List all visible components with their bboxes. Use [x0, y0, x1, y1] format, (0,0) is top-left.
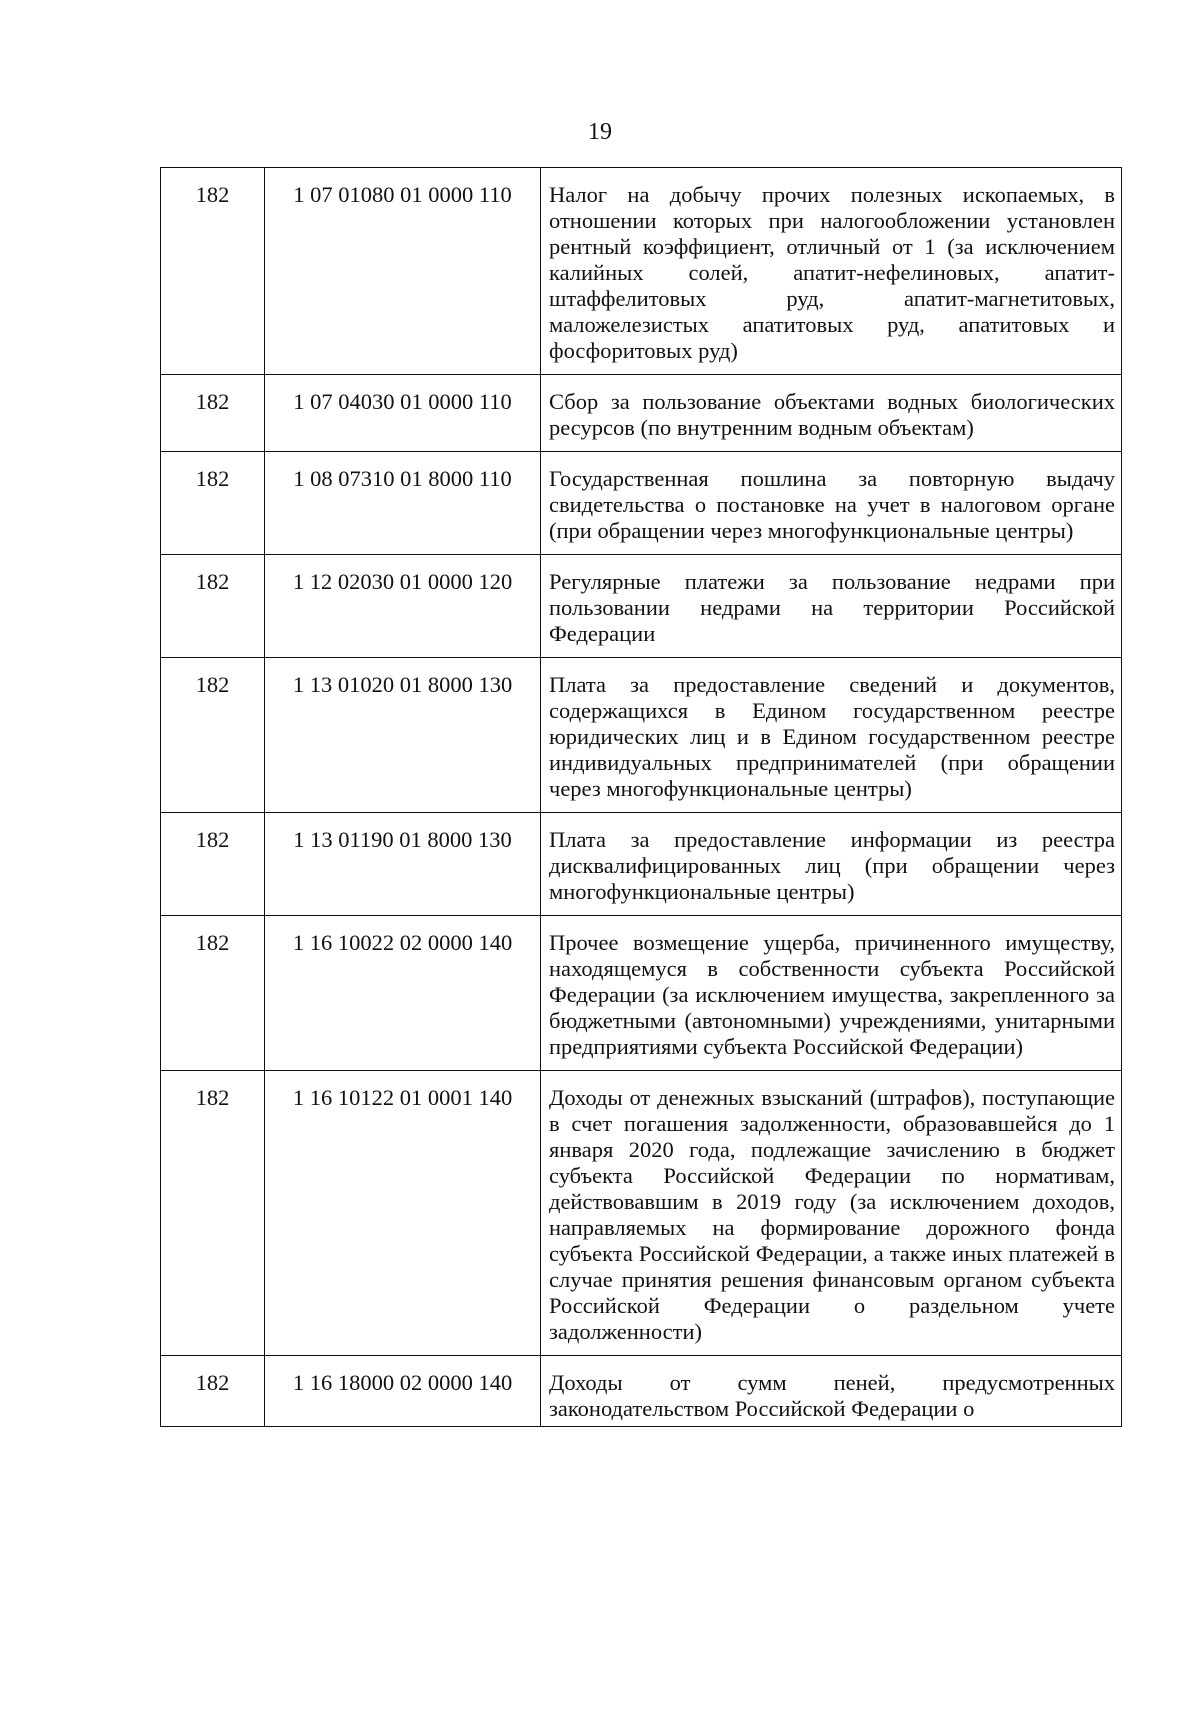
revenue-name-cell: Доходы от денежных взысканий (штрафов), поступающие в счет погашения задолженности, образовавшейся до 1 января 2020 года, подлежащие зачислению в бюджет субъекта Российской Федерации по нормативам, действовавшим в 2019 году (за исключением доходов, направляемых на формирование дорожного фонда субъекта Российской Федерации, а также иных платежей в случае принятия решения финансовым органом субъекта Российской Федерации о раздельном учете задолженности) — [541, 1071, 1122, 1356]
table-row — [161, 375, 1122, 452]
page-number: 19 — [588, 119, 612, 145]
revenue-name-cell: Налог на добычу прочих полезных ископаемых, в отношении которых при налогообложении установлен рентный коэффициент, отличный от 1 (за исключением калийных солей, апатит-нефелиновых, апатит-штаффелитовых руд, апатит-магнетитовых, маложелезистых апатитовых руд, апатитовых и фосфоритовых руд) — [541, 168, 1122, 375]
admin-code-cell: 182 — [161, 813, 265, 916]
revenue-name-cell: Прочее возмещение ущерба, причиненного имуществу, находящемуся в собственности субъекта Российской Федерации (за исключением имущества, закрепленного за бюджетными (автономными) учреждениями, унитарными предприятиями субъекта Российской Федерации) — [541, 916, 1122, 1071]
table-row — [161, 452, 1122, 555]
revenue-code-cell: 1 07 04030 01 0000 110 — [265, 375, 541, 452]
admin-code-cell: 182 — [161, 916, 265, 1071]
revenue-codes-table — [160, 167, 1122, 1427]
table-row — [161, 168, 1122, 375]
revenue-code-cell: 1 16 10122 01 0001 140 — [265, 1071, 541, 1356]
table-row — [161, 813, 1122, 916]
admin-code-cell: 182 — [161, 1071, 265, 1356]
revenue-name-cell: Плата за предоставление сведений и документов, содержащихся в Едином государственном реестре юридических лиц и в Едином государственном реестре индивидуальных предпринимателей (при обращении через многофункциональные центры) — [541, 658, 1122, 813]
revenue-name-cell: Плата за предоставление информации из реестра дисквалифицированных лиц (при обращении через многофункциональные центры) — [541, 813, 1122, 916]
table-row — [161, 916, 1122, 1071]
table-row — [161, 555, 1122, 658]
revenue-name-cell: Государственная пошлина за повторную выдачу свидетельства о постановке на учет в налоговом органе (при обращении через многофункциональные центры) — [541, 452, 1122, 555]
admin-code-cell: 182 — [161, 658, 265, 813]
revenue-code-cell: 1 13 01190 01 8000 130 — [265, 813, 541, 916]
admin-code-cell: 182 — [161, 1356, 265, 1427]
table-row — [161, 1356, 1122, 1427]
table-row — [161, 1071, 1122, 1356]
revenue-name-cell: Сбор за пользование объектами водных биологических ресурсов (по внутренним водным объектам) — [541, 375, 1122, 452]
table-row — [161, 658, 1122, 813]
revenue-code-cell: 1 12 02030 01 0000 120 — [265, 555, 541, 658]
revenue-code-cell: 1 07 01080 01 0000 110 — [265, 168, 541, 375]
admin-code-cell: 182 — [161, 452, 265, 555]
admin-code-cell: 182 — [161, 555, 265, 658]
revenue-code-cell: 1 16 10022 02 0000 140 — [265, 916, 541, 1071]
revenue-name-cell: Регулярные платежи за пользование недрами при пользовании недрами на территории Российской Федерации — [541, 555, 1122, 658]
admin-code-cell: 182 — [161, 375, 265, 452]
revenue-code-cell: 1 16 18000 02 0000 140 — [265, 1356, 541, 1427]
admin-code-cell: 182 — [161, 168, 265, 375]
revenue-code-cell: 1 08 07310 01 8000 110 — [265, 452, 541, 555]
revenue-code-cell: 1 13 01020 01 8000 130 — [265, 658, 541, 813]
revenue-name-cell: Доходы от сумм пеней, предусмотренных законодательством Российской Федерации о — [541, 1356, 1122, 1427]
